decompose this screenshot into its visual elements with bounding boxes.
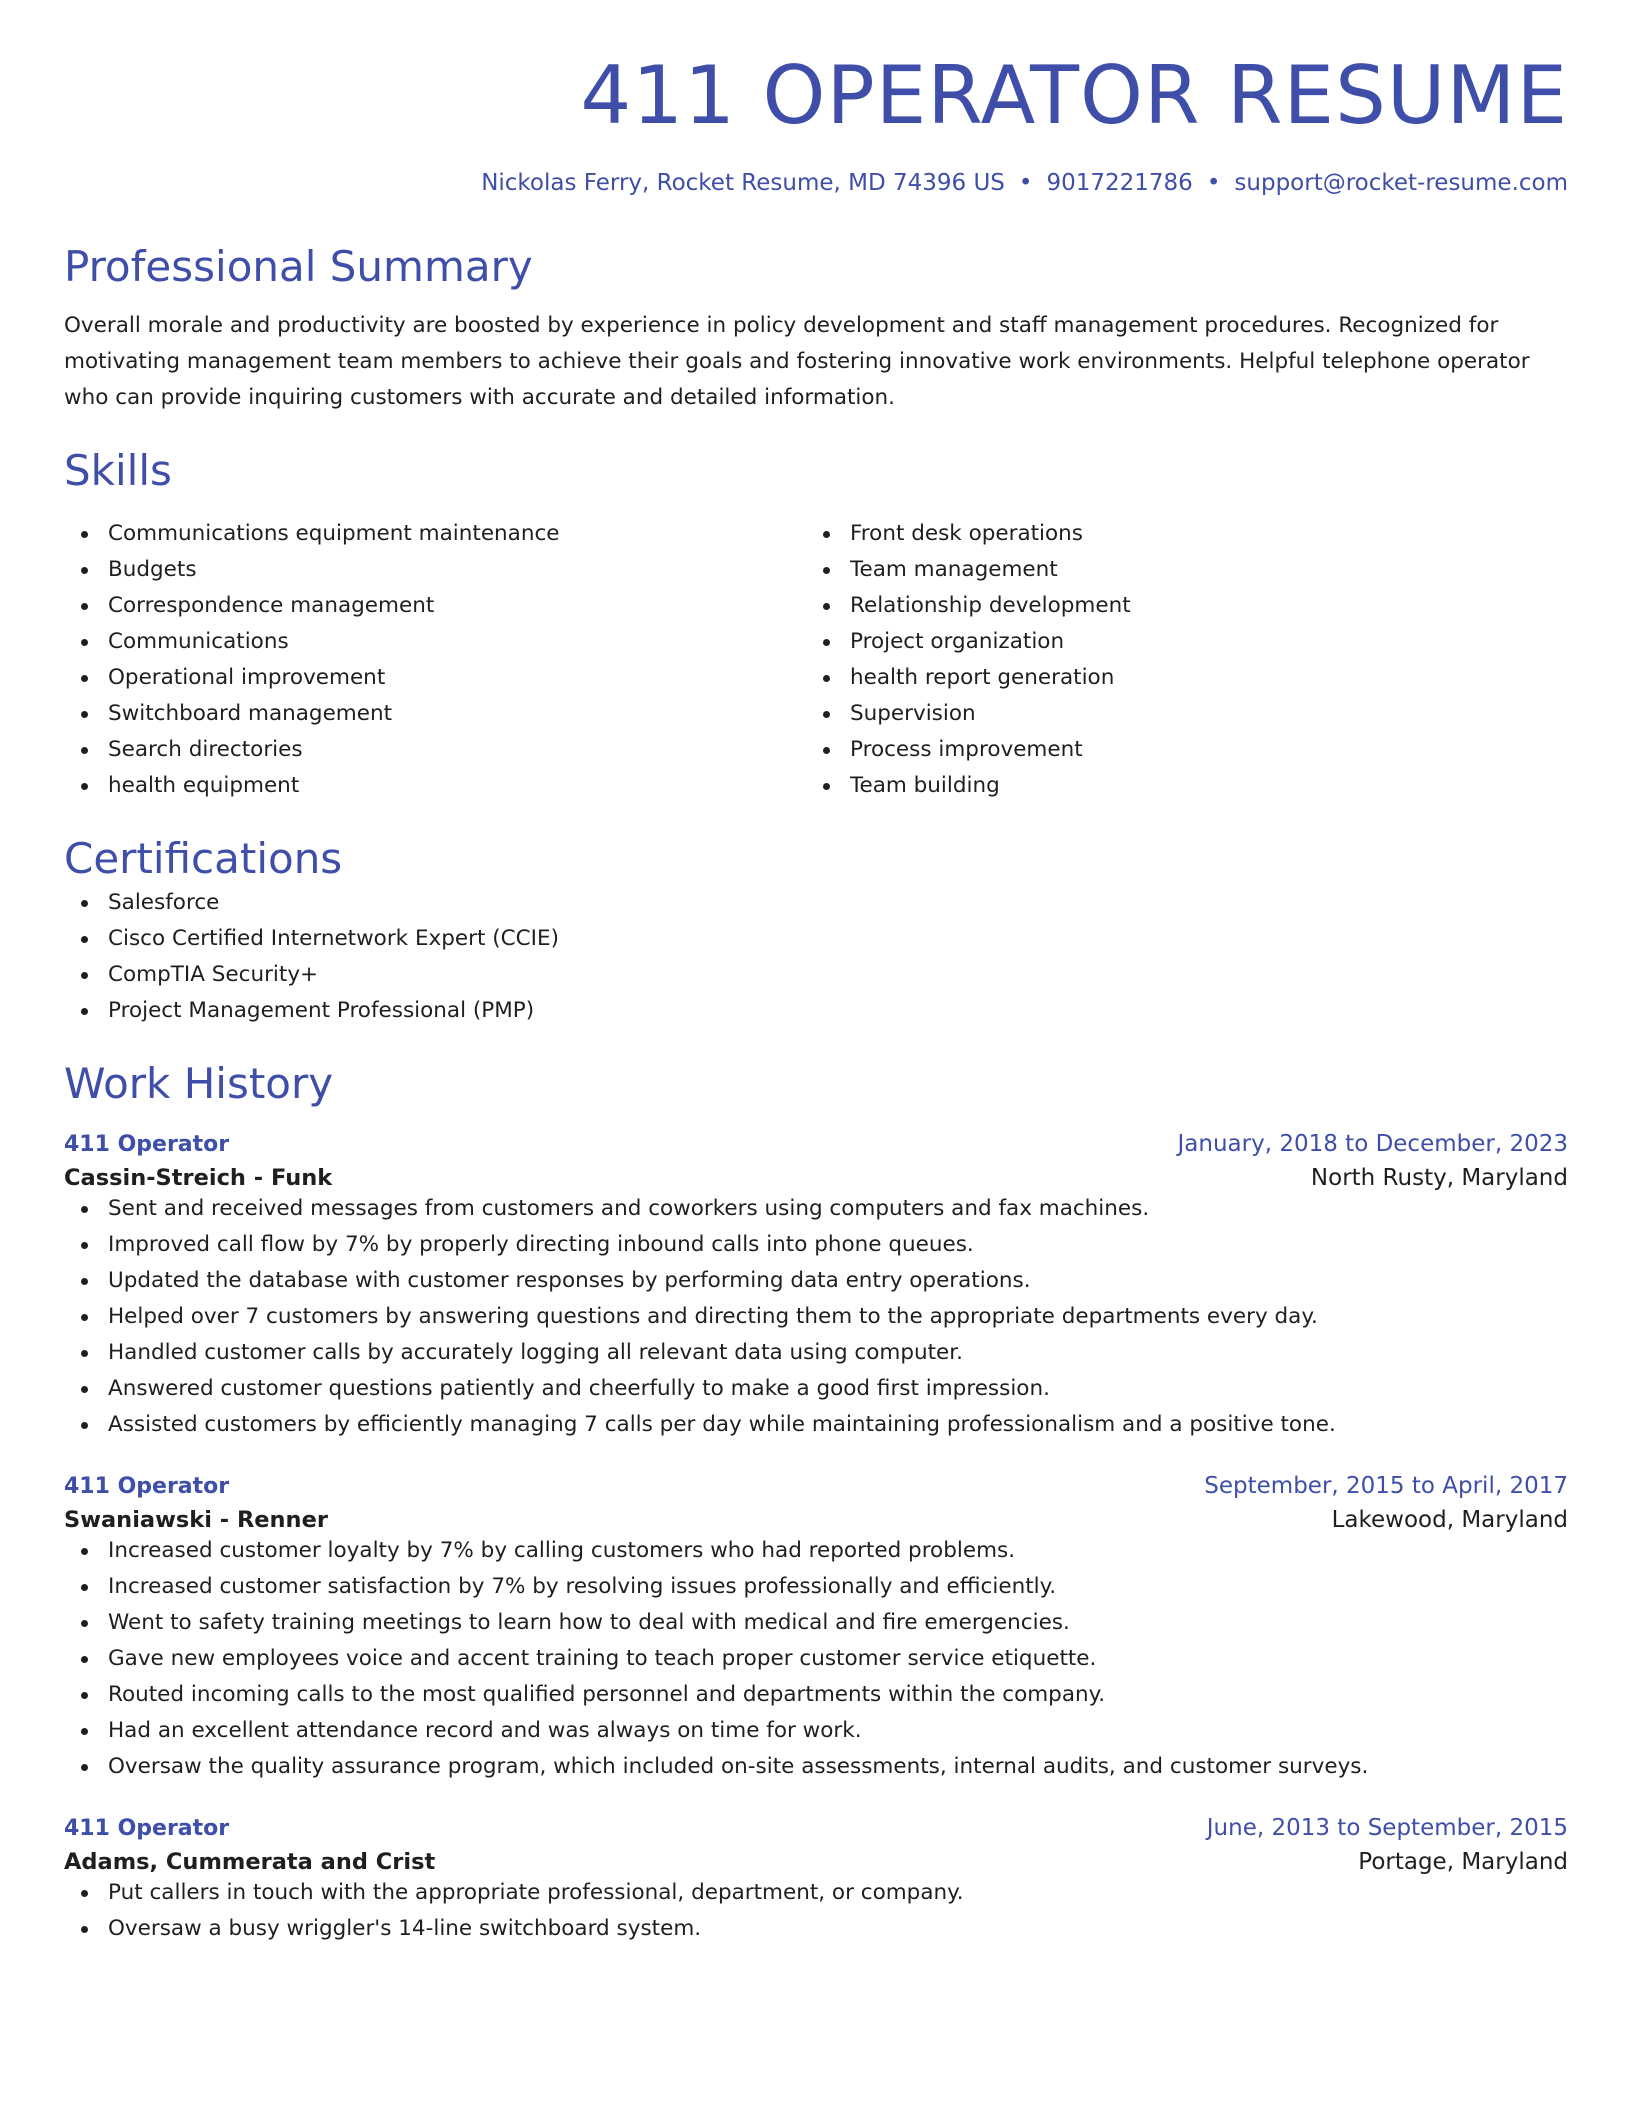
job-dates: January, 2018 to December, 2023 — [1177, 1131, 1568, 1158]
job-company-row — [64, 1165, 1568, 1191]
job-company: Adams, Cummerata and Crist — [64, 1849, 436, 1876]
summary-text: Overall morale and productivity are boosted by experience in policy development and staff management procedures. Recognized for motivating management team members to achieve their goals and fostering innovative work environments. Helpful telephone operator who can provide inquiring customers with accurate and detailed information. — [64, 312, 1530, 410]
job-duty-item: Oversaw a busy wriggler's 14-line switchboard system. — [64, 1911, 1568, 1947]
skill-item: Team management — [806, 552, 1548, 588]
job-header-row — [64, 1131, 1568, 1157]
skill-item: Process improvement — [806, 732, 1548, 768]
certification-item: CompTIA Security+ — [64, 957, 1568, 993]
job-duty-item: Updated the database with customer responses by performing data entry operations. — [64, 1263, 1568, 1299]
skill-item: health equipment — [64, 768, 806, 804]
skill-item: Search directories — [64, 732, 806, 768]
job-header-row — [64, 1473, 1568, 1499]
job-company-row — [64, 1849, 1568, 1875]
skills-grid — [64, 516, 1568, 804]
job-duty-item: Routed incoming calls to the most qualified personnel and departments within the company. — [64, 1677, 1568, 1713]
certifications-heading: Certifications — [64, 834, 343, 884]
contact-phone: 9017221786 — [1046, 170, 1193, 196]
certification-item: Project Management Professional (PMP) — [64, 993, 1568, 1029]
skill-item: Project organization — [806, 624, 1548, 660]
skill-item: Correspondence management — [64, 588, 806, 624]
resume-title: 411 OPERATOR RESUME — [580, 49, 1568, 142]
certification-item: Cisco Certified Internetwork Expert (CCIE) — [64, 921, 1568, 957]
skills-heading: Skills — [64, 445, 172, 495]
skill-item: Switchboard management — [64, 696, 806, 732]
skill-item: Communications — [64, 624, 806, 660]
job-duty-item: Went to safety training meetings to learn how to deal with medical and fire emergencies. — [64, 1605, 1568, 1641]
job-duties-list — [64, 1191, 1568, 1443]
job-position: 411 Operator — [64, 1816, 230, 1842]
job-duties-list — [64, 1533, 1568, 1785]
job-duty-item: Put callers in touch with the appropriate professional, department, or company. — [64, 1875, 1568, 1911]
job-duty-item: Improved call flow by 7% by properly directing inbound calls into phone queues. — [64, 1227, 1568, 1263]
job-position: 411 Operator — [64, 1132, 230, 1158]
skills-list-left — [64, 516, 806, 804]
job-duty-item: Helped over 7 customers by answering questions and directing them to the appropriate departments every day. — [64, 1299, 1568, 1335]
job-company-row — [64, 1507, 1568, 1533]
job-duty-item: Increased customer loyalty by 7% by calling customers who had reported problems. — [64, 1533, 1568, 1569]
contact-separator: • — [1018, 170, 1033, 196]
job-company: Cassin-Streich - Funk — [64, 1165, 333, 1192]
job-entry — [64, 1473, 1568, 1785]
job-position: 411 Operator — [64, 1474, 230, 1500]
skill-item: Communications equipment maintenance — [64, 516, 806, 552]
skill-item: Front desk operations — [806, 516, 1548, 552]
skills-column-left — [64, 516, 806, 804]
job-duty-item: Gave new employees voice and accent training to teach proper customer service etiquette. — [64, 1641, 1568, 1677]
contact-separator: • — [1206, 170, 1221, 196]
job-location: Portage, Maryland — [1358, 1849, 1568, 1876]
job-duty-item: Handled customer calls by accurately logging all relevant data using computer. — [64, 1335, 1568, 1371]
skills-list-right — [806, 516, 1548, 804]
job-duty-item: Sent and received messages from customers and coworkers using computers and fax machines. — [64, 1191, 1568, 1227]
job-duty-item: Answered customer questions patiently and cheerfully to make a good first impression. — [64, 1371, 1568, 1407]
skill-item: Supervision — [806, 696, 1548, 732]
job-duty-item: Oversaw the quality assurance program, which included on-site assessments, internal audits, and customer surveys. — [64, 1749, 1568, 1785]
skills-column-right — [806, 516, 1548, 804]
job-duty-item: Increased customer satisfaction by 7% by resolving issues professionally and efficiently. — [64, 1569, 1568, 1605]
job-location: Lakewood, Maryland — [1331, 1507, 1568, 1534]
job-location: North Rusty, Maryland — [1310, 1165, 1568, 1192]
contact-address: Nickolas Ferry, Rocket Resume, MD 74396 US — [481, 170, 1005, 196]
skill-item: health report generation — [806, 660, 1548, 696]
certification-item: Salesforce — [64, 885, 1568, 921]
job-dates: June, 2013 to September, 2015 — [1206, 1815, 1568, 1842]
skill-item: Budgets — [64, 552, 806, 588]
job-company: Swaniawski - Renner — [64, 1507, 328, 1534]
job-header-row — [64, 1815, 1568, 1841]
skill-item: Team building — [806, 768, 1548, 804]
job-entry — [64, 1815, 1568, 1947]
summary-heading: Professional Summary — [64, 241, 533, 291]
contact-email: support@rocket-resume.com — [1234, 170, 1568, 196]
job-dates: September, 2015 to April, 2017 — [1204, 1473, 1568, 1500]
job-duty-item: Assisted customers by efficiently managing 7 calls per day while maintaining professionalism and a positive tone. — [64, 1407, 1568, 1443]
job-duties-list — [64, 1875, 1568, 1947]
contact-line — [64, 170, 1568, 198]
skill-item: Operational improvement — [64, 660, 806, 696]
certifications-list — [64, 885, 1568, 1029]
job-duty-item: Had an excellent attendance record and was always on time for work. — [64, 1713, 1568, 1749]
job-entry — [64, 1131, 1568, 1443]
work-history-heading: Work History — [64, 1058, 334, 1108]
skill-item: Relationship development — [806, 588, 1548, 624]
